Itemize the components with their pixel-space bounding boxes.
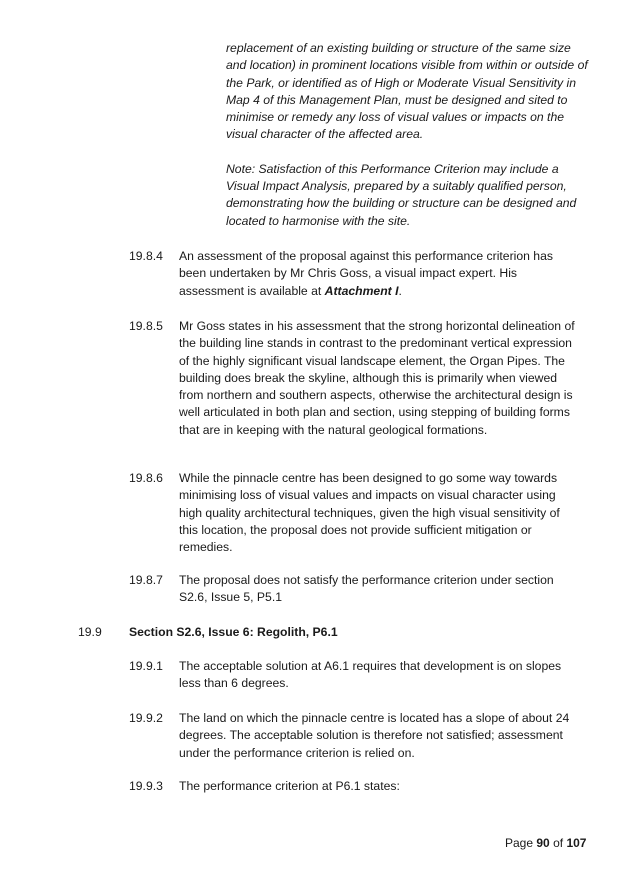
paragraph-text: Mr Goss states in his assessment that the strong horizontal delineation of the building line stands in contrast to the predominant vertical expression of the highly significant visual landscape element, the Organ Pipes. The building does break the skyline, although this is primarily when viewed from northern and southern aspects, otherwise the architectural design is well articulated in both plan and section, using stepping of building forms that are in keeping with the natural geological formations. bbox=[179, 319, 575, 437]
paragraph-number: 19.8.4 bbox=[129, 249, 163, 263]
of-word: of bbox=[553, 836, 564, 850]
section-number: 19.9 bbox=[78, 625, 102, 639]
paragraph-text: The land on which the pinnacle centre is located has a slope of about 24 degrees. The acceptable solution is therefore not satisfied; assessment under the performance criterion is relied on. bbox=[179, 711, 570, 760]
attachment-reference: Attachment I bbox=[324, 283, 399, 298]
paragraph-text bbox=[179, 248, 579, 300]
paragraph-number: 19.8.5 bbox=[129, 319, 163, 333]
paragraph-number: 19.8.7 bbox=[129, 573, 163, 587]
section-title: Section S2.6, Issue 6: Regolith, P6.1 bbox=[129, 625, 338, 639]
paragraph-number: 19.9.2 bbox=[129, 711, 163, 725]
paragraph-text: The performance criterion at P6.1 states: bbox=[179, 779, 400, 793]
current-page-number: 90 bbox=[536, 836, 550, 850]
paragraph-number: 19.8.6 bbox=[129, 471, 163, 485]
paragraph-text-main: An assessment of the proposal against this performance criterion has been undertaken by Mr Chris Goss, a visual impact expert. His assessment is available at bbox=[179, 249, 553, 298]
paragraph-text: The proposal does not satisfy the performance criterion under section S2.6, Issue 5, P5.1 bbox=[179, 573, 554, 605]
paragraph-text: While the pinnacle centre has been designed to go some way towards minimising loss of visual values and impacts on visual character using high quality architectural techniques, given the high visual sensitivity of this location, the proposal does not provide sufficient mitigation or remedies. bbox=[179, 471, 560, 555]
quote-paragraph-1: replacement of an existing building or structure of the same size and location) in prominent locations visible from within or outside of the Park, or identified as of High or Moderate Visual Sensitivity in Map 4 of this Management Plan, must be designed and sited to minimise or remedy any loss of visual values or impacts on the visual character of the affected area. bbox=[226, 41, 588, 142]
paragraph-text: The acceptable solution at A6.1 requires that development is on slopes less than 6 degrees. bbox=[179, 659, 562, 691]
paragraph-number: 19.9.3 bbox=[129, 779, 163, 793]
total-pages-number: 107 bbox=[566, 836, 587, 850]
paragraph-text-suffix: . bbox=[398, 283, 402, 298]
paragraph-number: 19.9.1 bbox=[129, 659, 163, 673]
page-word: Page bbox=[505, 836, 534, 850]
quote-paragraph-2: Note: Satisfaction of this Performance Criterion may include a Visual Impact Analysis, prepared by a suitably qualified person, demonstrating how the building or structure can be designed and located to harmonise with the site. bbox=[226, 161, 577, 228]
page-footer bbox=[505, 835, 586, 852]
quoted-performance-criterion bbox=[226, 40, 588, 230]
